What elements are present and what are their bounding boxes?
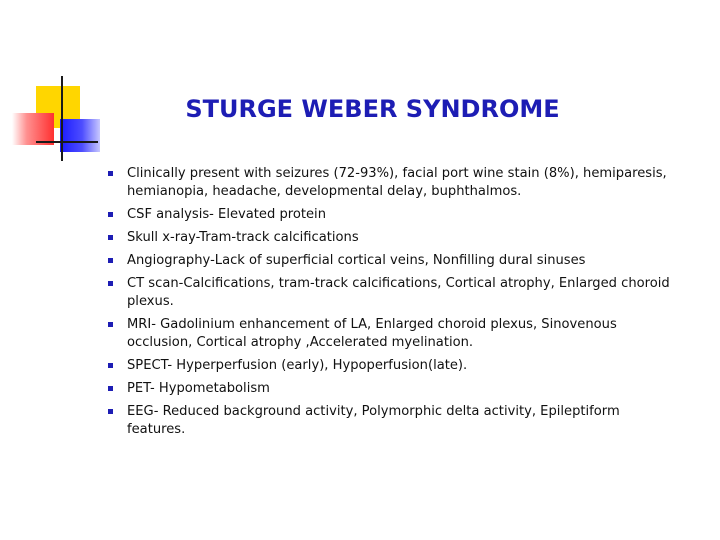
square-bullet-icon: [108, 235, 113, 240]
bullet-item: [108, 252, 673, 270]
square-bullet-icon: [108, 386, 113, 391]
bullet-item: [108, 275, 673, 311]
bullet-text: SPECT- Hyperperfusion (early), Hypoperfusion(late).: [127, 358, 468, 373]
bullet-item: [108, 316, 673, 352]
blue-square-decoration: [60, 119, 100, 152]
bullet-text: CSF analysis- Elevated protein: [127, 207, 326, 222]
bullet-item: [108, 229, 673, 247]
bullet-item: [108, 403, 673, 439]
bullet-text: MRI- Gadolinium enhancement of LA, Enlarged choroid plexus, Sinovenous occlusion, Cortical atrophy ,Accelerated myelination.: [127, 317, 617, 350]
square-bullet-icon: [108, 281, 113, 286]
horizontal-line-decoration: [36, 141, 98, 143]
slide-title: STURGE WEBER SYNDROME: [185, 95, 560, 123]
bullet-list: [108, 165, 673, 444]
square-bullet-icon: [108, 258, 113, 263]
bullet-item: [108, 380, 673, 398]
bullet-text: Angiography-Lack of superficial cortical veins, Nonfilling dural sinuses: [127, 253, 586, 268]
bullet-text: CT scan-Calcifications, tram-track calcifications, Cortical atrophy, Enlarged choroid plexus.: [127, 276, 670, 309]
bullet-text: Clinically present with seizures (72-93%), facial port wine stain (8%), hemiparesis, hemianopia, headache, developmental delay, buphthalmos.: [127, 166, 667, 199]
vertical-line-decoration: [61, 76, 63, 161]
decorative-block-logo: [0, 0, 110, 170]
bullet-item: [108, 165, 673, 201]
square-bullet-icon: [108, 409, 113, 414]
square-bullet-icon: [108, 322, 113, 327]
bullet-text: Skull x-ray-Tram-track calcifications: [127, 230, 359, 245]
bullet-text: PET- Hypometabolism: [127, 381, 270, 396]
square-bullet-icon: [108, 363, 113, 368]
bullet-text: EEG- Reduced background activity, Polymorphic delta activity, Epileptiform features.: [127, 404, 620, 437]
bullet-item: [108, 357, 673, 375]
square-bullet-icon: [108, 212, 113, 217]
square-bullet-icon: [108, 171, 113, 176]
bullet-item: [108, 206, 673, 224]
